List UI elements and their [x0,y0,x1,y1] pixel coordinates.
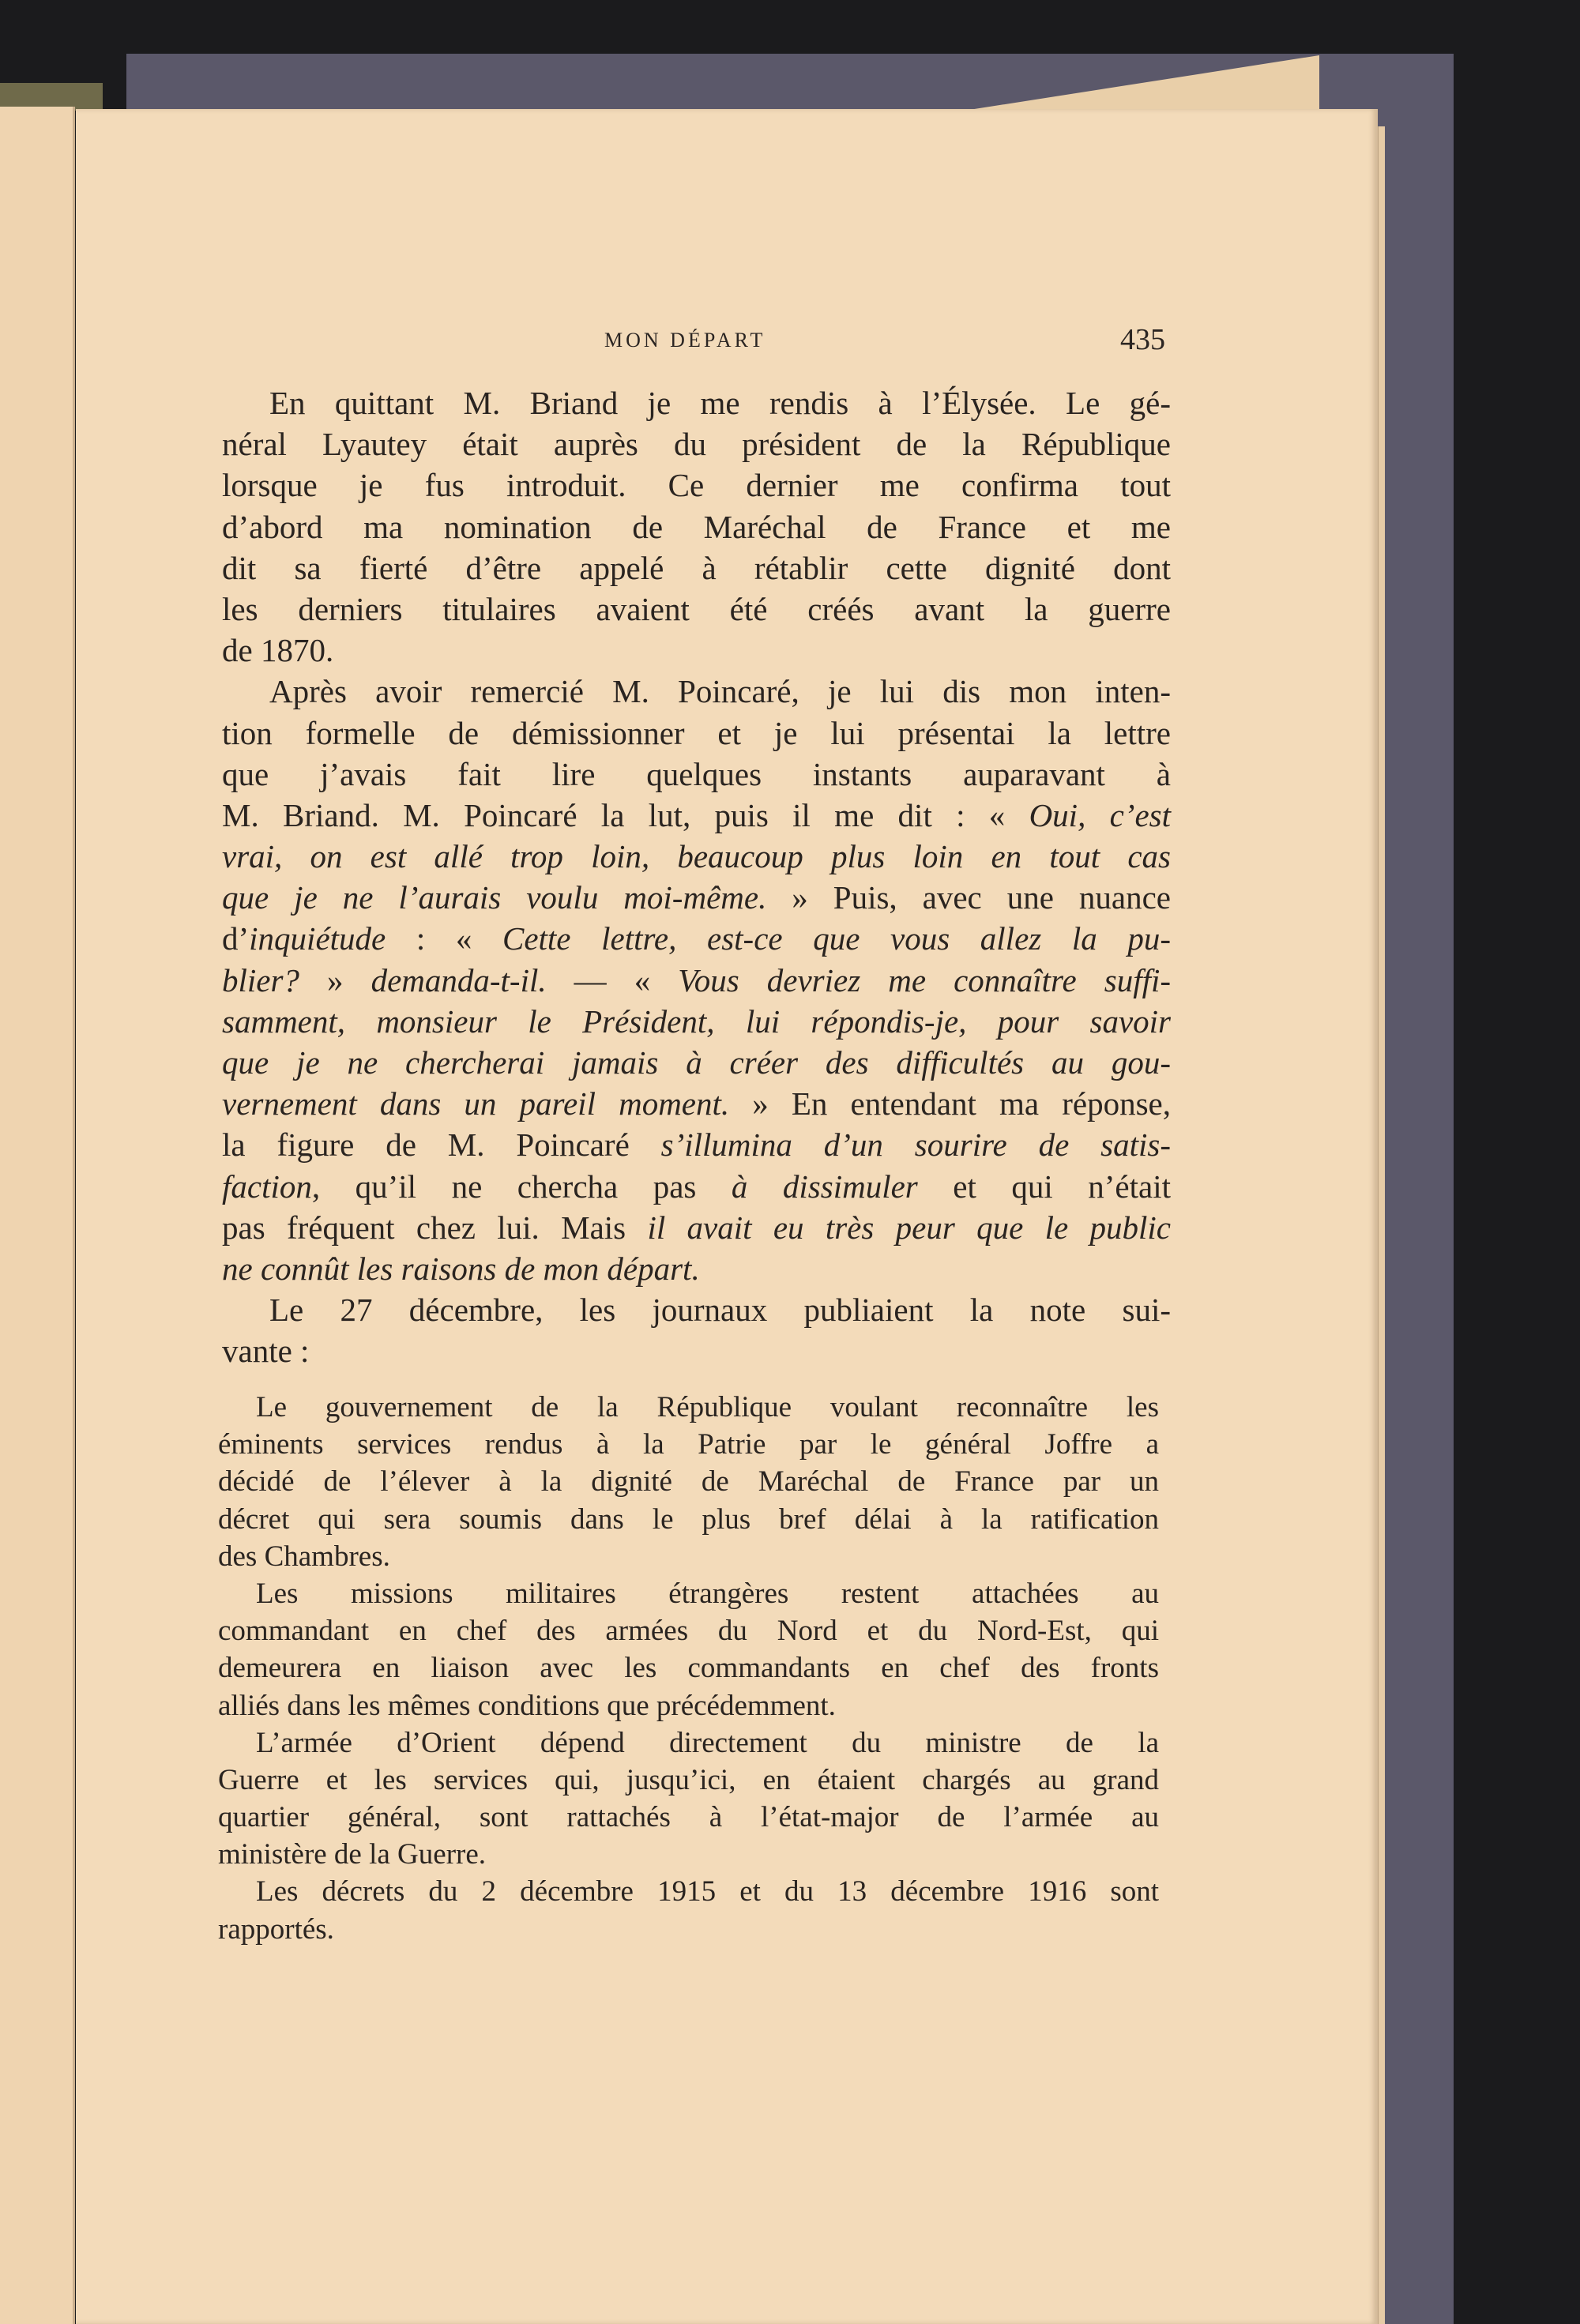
text-line [222,506,1171,547]
text-line [222,960,1171,1001]
text-run: alliés dans les mêmes conditions que précédemment. [218,1689,836,1722]
text-line [218,1463,1159,1500]
quoted-note [218,1389,1159,1948]
text-line [218,1538,1159,1575]
text-run: vante : [222,1333,310,1370]
paragraph [218,1389,1159,1575]
italic-text: il avait eu très peur que le public [647,1209,1171,1246]
page-number: 435 [1120,323,1165,356]
text-run: ministère de la Guerre. [218,1838,487,1871]
text-line [222,1083,1171,1124]
text-run: M. Briand. M. Poincaré la lut, puis il me dit : « [222,796,1029,833]
text-line [222,1289,1171,1330]
italic-text: Cette lettre, est-ce que vous allez la pu- [502,920,1171,957]
italic-text: que je ne chercherai jamais à créer des difficultés au gou- [222,1044,1171,1081]
text-run: demeurera en liaison avec les commandants en chef des fronts [218,1652,1159,1685]
text-run: : « [386,920,502,957]
facing-page-edge [0,107,75,2324]
text-line [218,1873,1159,1910]
text-line [222,1248,1171,1289]
text-line [218,1724,1159,1762]
text-line [218,1687,1159,1724]
paragraph [218,1575,1159,1724]
text-run: » Puis, avec une nuance [766,879,1171,916]
paragraph [222,671,1171,1289]
text-line [222,1001,1171,1042]
running-head [76,322,1378,362]
italic-text: samment, monsieur le Président, lui répondis-je, pour savoir [222,1002,1171,1040]
text-run: dit sa fierté d’être appelé à rétablir cette dignité dont [222,549,1171,586]
text-line [222,836,1171,877]
text-run: Les décrets du 2 décembre 1915 et du 13 décembre 1916 sont [256,1875,1159,1908]
text-line [222,1124,1171,1165]
text-run: décret qui sera soumis dans le plus bref délai à la ratification [218,1502,1159,1536]
text-run: L’armée d’Orient dépend directement du ministre de la [256,1726,1159,1759]
paragraph [218,1724,1159,1874]
text-line [222,382,1171,423]
italic-text: Vous devriez me connaître suffi- [678,961,1172,998]
text-line [218,1575,1159,1612]
text-run: lorsque je fus introduit. Ce dernier me confirma tout [222,467,1171,504]
text-line [218,1501,1159,1538]
text-run: En quittant M. Briand je me rendis à l’Élysée. Le gé- [269,385,1171,421]
italic-text: s’illumina d’un sourire de satis- [660,1126,1171,1164]
italic-text: ne connût les raisons de mon départ. [222,1250,700,1287]
text-run: néral Lyautey était auprès du président de la République [222,426,1171,463]
text-run: tion formelle de démissionner et je lui présentai la lettre [222,714,1171,751]
italic-text: inquiétude [249,920,386,957]
text-run: et qui n’était [917,1168,1171,1205]
text-run: , qu’il ne chercha pas [311,1168,732,1205]
text-line [222,464,1171,506]
text-run: Les missions militaires étrangères restent attachées au [256,1577,1159,1610]
text-line [218,1836,1159,1873]
text-line [222,1166,1171,1207]
paragraph [222,382,1171,671]
text-line [218,1799,1159,1836]
text-line [218,1426,1159,1463]
italic-text: demanda-t-il. [371,961,547,998]
text-line [222,547,1171,589]
text-line [222,1042,1171,1083]
text-run: Le gouvernement de la République voulant reconnaître les [256,1391,1159,1423]
page-stack-edge [1378,126,1385,2324]
text-line [222,630,1171,671]
text-run: commandant en chef des armées du Nord et du Nord-Est, qui [218,1615,1159,1648]
body-text [222,382,1171,1372]
text-run: — « [546,961,679,998]
text-run: les derniers titulaires avaient été créés avant la guerre [222,590,1171,627]
italic-text: vernement dans un pareil moment. [222,1085,730,1123]
text-line [222,795,1171,836]
text-run: Après avoir remercié M. Poincaré, je lui dis mon inten- [269,673,1171,710]
text-line [222,1207,1171,1248]
text-line [222,1330,1171,1371]
italic-text: faction [222,1168,312,1205]
text-run: rapportés. [218,1912,334,1946]
text-line [218,1612,1159,1649]
text-run: des Chambres. [218,1540,390,1573]
text-run: d’ [222,920,250,957]
text-run: que j’avais fait lire quelques instants auparavant à [222,755,1171,792]
chapter-title: MON DÉPART [604,329,766,352]
text-run: décidé de l’élever à la dignité de Maréchal de France par un [218,1465,1159,1499]
text-line [218,1649,1159,1687]
text-line [222,918,1171,959]
italic-text: Oui, c’est [1029,796,1172,833]
italic-text: vrai, on est allé trop loin, beaucoup plus loin en tout cas [222,838,1171,875]
text-line [222,589,1171,630]
paragraph [222,1289,1171,1371]
text-line [218,1911,1159,1948]
text-run: de 1870. [222,632,334,669]
paragraph [218,1873,1159,1947]
text-line [222,754,1171,795]
italic-text: que je ne l’aurais voulu moi-même. [222,879,767,916]
italic-text: blier? [222,961,327,998]
text-line [222,671,1171,712]
text-run: pas fréquent chez lui. Mais [222,1209,648,1246]
text-line [222,423,1171,464]
text-line [222,713,1171,754]
italic-text: à dissimuler [731,1168,918,1205]
text-run: éminents services rendus à la Patrie par le général Joffre a [218,1428,1159,1461]
text-run: Guerre et les services qui, jusqu’ici, en étaient chargés au grand [218,1763,1159,1796]
text-line [222,877,1171,918]
text-run: quartier général, sont rattachés à l’état-major de l’armée au [218,1801,1159,1834]
text-run: d’abord ma nomination de Maréchal de France et me [222,508,1171,545]
text-line [218,1389,1159,1426]
text-run: » [327,961,371,998]
text-run: la figure de M. Poincaré [222,1126,661,1164]
text-line [218,1762,1159,1799]
text-run: Le 27 décembre, les journaux publiaient la note sui- [269,1292,1171,1329]
text-run: » En entendant ma réponse, [729,1085,1171,1123]
